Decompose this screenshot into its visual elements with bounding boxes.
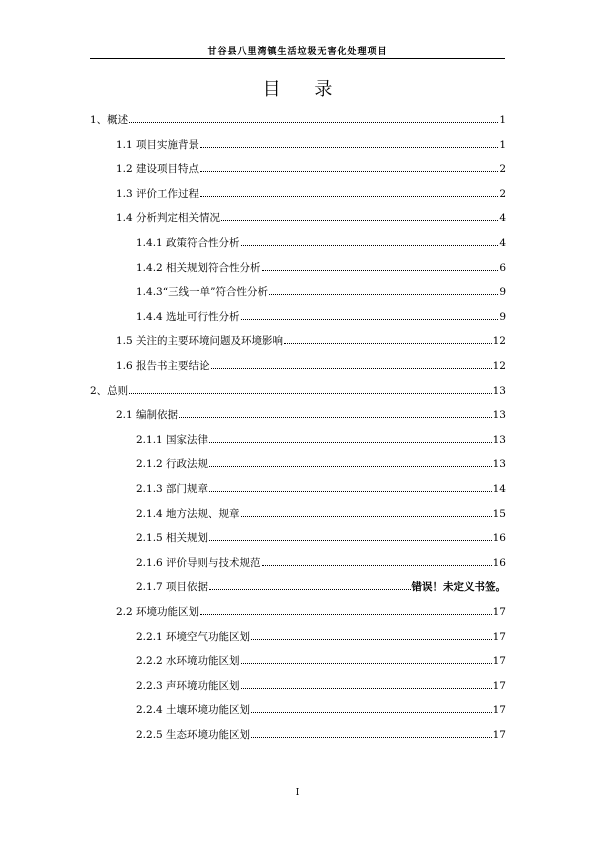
toc-entry-label: 2.1.4 地方法规、规章: [136, 507, 240, 520]
toc-entry-page: 1: [499, 138, 506, 151]
toc-entry[interactable]: [116, 186, 506, 200]
toc-title: 目 录: [262, 79, 347, 100]
toc-entry-page: 13: [492, 458, 506, 471]
toc-entry[interactable]: [116, 161, 506, 175]
running-header: 甘谷县八里湾镇生活垃圾无害化处理项目: [90, 38, 505, 59]
toc-entry-label: 2.2.2 水环境功能区划: [136, 655, 240, 668]
toc-entry-label: 2.1.6 评价导则与技术规范: [136, 556, 261, 569]
toc-entry-label: 2.1.5 相关规划: [136, 532, 209, 545]
toc-entry[interactable]: [136, 432, 506, 446]
toc-entry[interactable]: [136, 530, 506, 544]
toc-entry-page: 4: [499, 237, 506, 249]
toc-entry-label: 1.4 分析判定相关情况: [116, 212, 221, 225]
toc-entry-page: 17: [492, 606, 506, 618]
toc-entry-page: 1: [499, 114, 506, 126]
toc-entry[interactable]: [136, 506, 506, 520]
toc-entry[interactable]: [90, 383, 506, 397]
toc-entry[interactable]: [116, 604, 506, 618]
toc-entry[interactable]: [136, 702, 506, 716]
toc-entry-page: 17: [492, 630, 506, 643]
toc-entry[interactable]: [136, 235, 506, 249]
toc-entry-label: 2.2.1 环境空气功能区划: [136, 630, 251, 643]
toc-leader-dots: [209, 456, 492, 467]
toc-entry[interactable]: [116, 137, 506, 151]
toc-leader-dots: [209, 481, 492, 492]
toc-entry[interactable]: [136, 653, 506, 667]
toc-entry-label: 1.4.4 选址可行性分析: [136, 310, 240, 323]
toc-entry-label: 2.1.7 项目依据: [136, 581, 209, 594]
toc-entry-page: 16: [492, 532, 506, 545]
toc-entry-page: 17: [492, 655, 506, 668]
toc-entry-page: 16: [492, 556, 506, 569]
toc-entry-page: 13: [492, 384, 506, 397]
toc-leader-dots: [241, 506, 492, 517]
toc-entry[interactable]: [116, 358, 506, 372]
toc-entry[interactable]: [90, 112, 506, 126]
toc-entry-label: 1、概述: [90, 114, 129, 126]
toc-entry-label: 2.1.1 国家法律: [136, 433, 209, 446]
toc-leader-dots: [209, 530, 492, 541]
toc-entry-label: 1.3 评价工作过程: [116, 187, 200, 200]
toc-leader-dots: [251, 702, 492, 713]
toc-entry-label: 2.1 编制依据: [116, 409, 179, 422]
toc-entry-page: 17: [492, 704, 506, 717]
toc-entry-page: 15: [492, 507, 506, 520]
toc-entry[interactable]: [136, 727, 506, 741]
toc-leader-dots: [241, 309, 499, 320]
toc-entry-page: 13: [492, 433, 506, 446]
toc-leader-dots: [200, 186, 498, 197]
toc-entry-page: 6: [499, 261, 506, 274]
toc-entry[interactable]: [136, 629, 506, 643]
toc-entry-page: 12: [492, 335, 506, 348]
toc-leader-dots: [269, 284, 498, 295]
toc-entry-page: 9: [499, 286, 506, 299]
toc-entry-label: 1.2 建设项目特点: [116, 163, 200, 176]
toc-leader-dots: [179, 407, 492, 418]
toc-entry[interactable]: [136, 555, 506, 569]
toc-entry-page: 9: [499, 310, 506, 323]
toc-entry-page: 14: [492, 483, 506, 495]
toc-entry-page: 17: [492, 729, 506, 741]
toc-entry[interactable]: [136, 284, 506, 298]
toc-entry-page: 2: [499, 163, 506, 176]
toc-entry[interactable]: [136, 678, 506, 692]
toc-entry[interactable]: [136, 309, 506, 323]
toc-entry-page: 12: [492, 360, 506, 372]
toc-entry-page: 4: [499, 212, 506, 225]
toc-leader-dots: [200, 137, 498, 148]
toc-leader-dots: [209, 579, 410, 590]
toc-entry-label: 2.2 环境功能区划: [116, 606, 200, 618]
toc-entry[interactable]: [116, 210, 506, 224]
toc-entry-label: 2.1.2 行政法规: [136, 458, 209, 471]
toc-entry-page: 13: [492, 409, 506, 422]
toc-entry-label: 2、总则: [90, 384, 129, 397]
toc-entry-label: 1.5 关注的主要环境问题及环境影响: [116, 335, 284, 348]
toc-leader-dots: [200, 161, 498, 172]
toc-leader-dots: [200, 604, 492, 615]
toc-entry-label: 2.2.3 声环境功能区划: [136, 679, 240, 692]
toc-entry[interactable]: [116, 407, 506, 421]
toc-entry-page: 17: [492, 679, 506, 692]
toc-entry-label: 1.1 项目实施背景: [116, 138, 200, 151]
toc-leader-dots: [262, 260, 499, 271]
toc-entry[interactable]: [116, 333, 506, 347]
toc-leader-dots: [251, 727, 492, 738]
toc-entry-label: 2.2.4 土壤环境功能区划: [136, 704, 251, 717]
toc-leader-dots: [211, 358, 492, 369]
toc-leader-dots: [241, 235, 499, 246]
toc-leader-dots: [209, 432, 492, 443]
toc-entry-label: 2.2.5 生态环境功能区划: [136, 729, 251, 741]
page-number: I: [295, 788, 300, 798]
toc-entry[interactable]: [136, 456, 506, 470]
toc-entry-label: 1.6 报告书主要结论: [116, 360, 210, 372]
toc-entry[interactable]: [136, 579, 506, 593]
toc-leader-dots: [262, 555, 492, 566]
toc-entry-label: 1.4.2 相关规划符合性分析: [136, 261, 261, 274]
toc-entry[interactable]: [136, 481, 506, 495]
toc-entry-page: 错误！未定义书签。: [411, 581, 506, 594]
toc-entry-label: 1.4.3“三线一单”符合性分析: [136, 286, 268, 299]
toc-leader-dots: [241, 678, 492, 689]
toc-entry-label: 1.4.1 政策符合性分析: [136, 237, 240, 249]
toc-leader-dots: [251, 629, 492, 640]
toc-leader-dots: [221, 210, 498, 221]
toc-leader-dots: [284, 333, 492, 344]
toc-leader-dots: [241, 653, 492, 664]
toc-leader-dots: [129, 112, 498, 123]
toc-entry-label: 2.1.3 部门规章: [136, 483, 209, 495]
toc-entry-page: 2: [499, 187, 506, 200]
toc-leader-dots: [129, 383, 491, 394]
toc-entry[interactable]: [136, 260, 506, 274]
